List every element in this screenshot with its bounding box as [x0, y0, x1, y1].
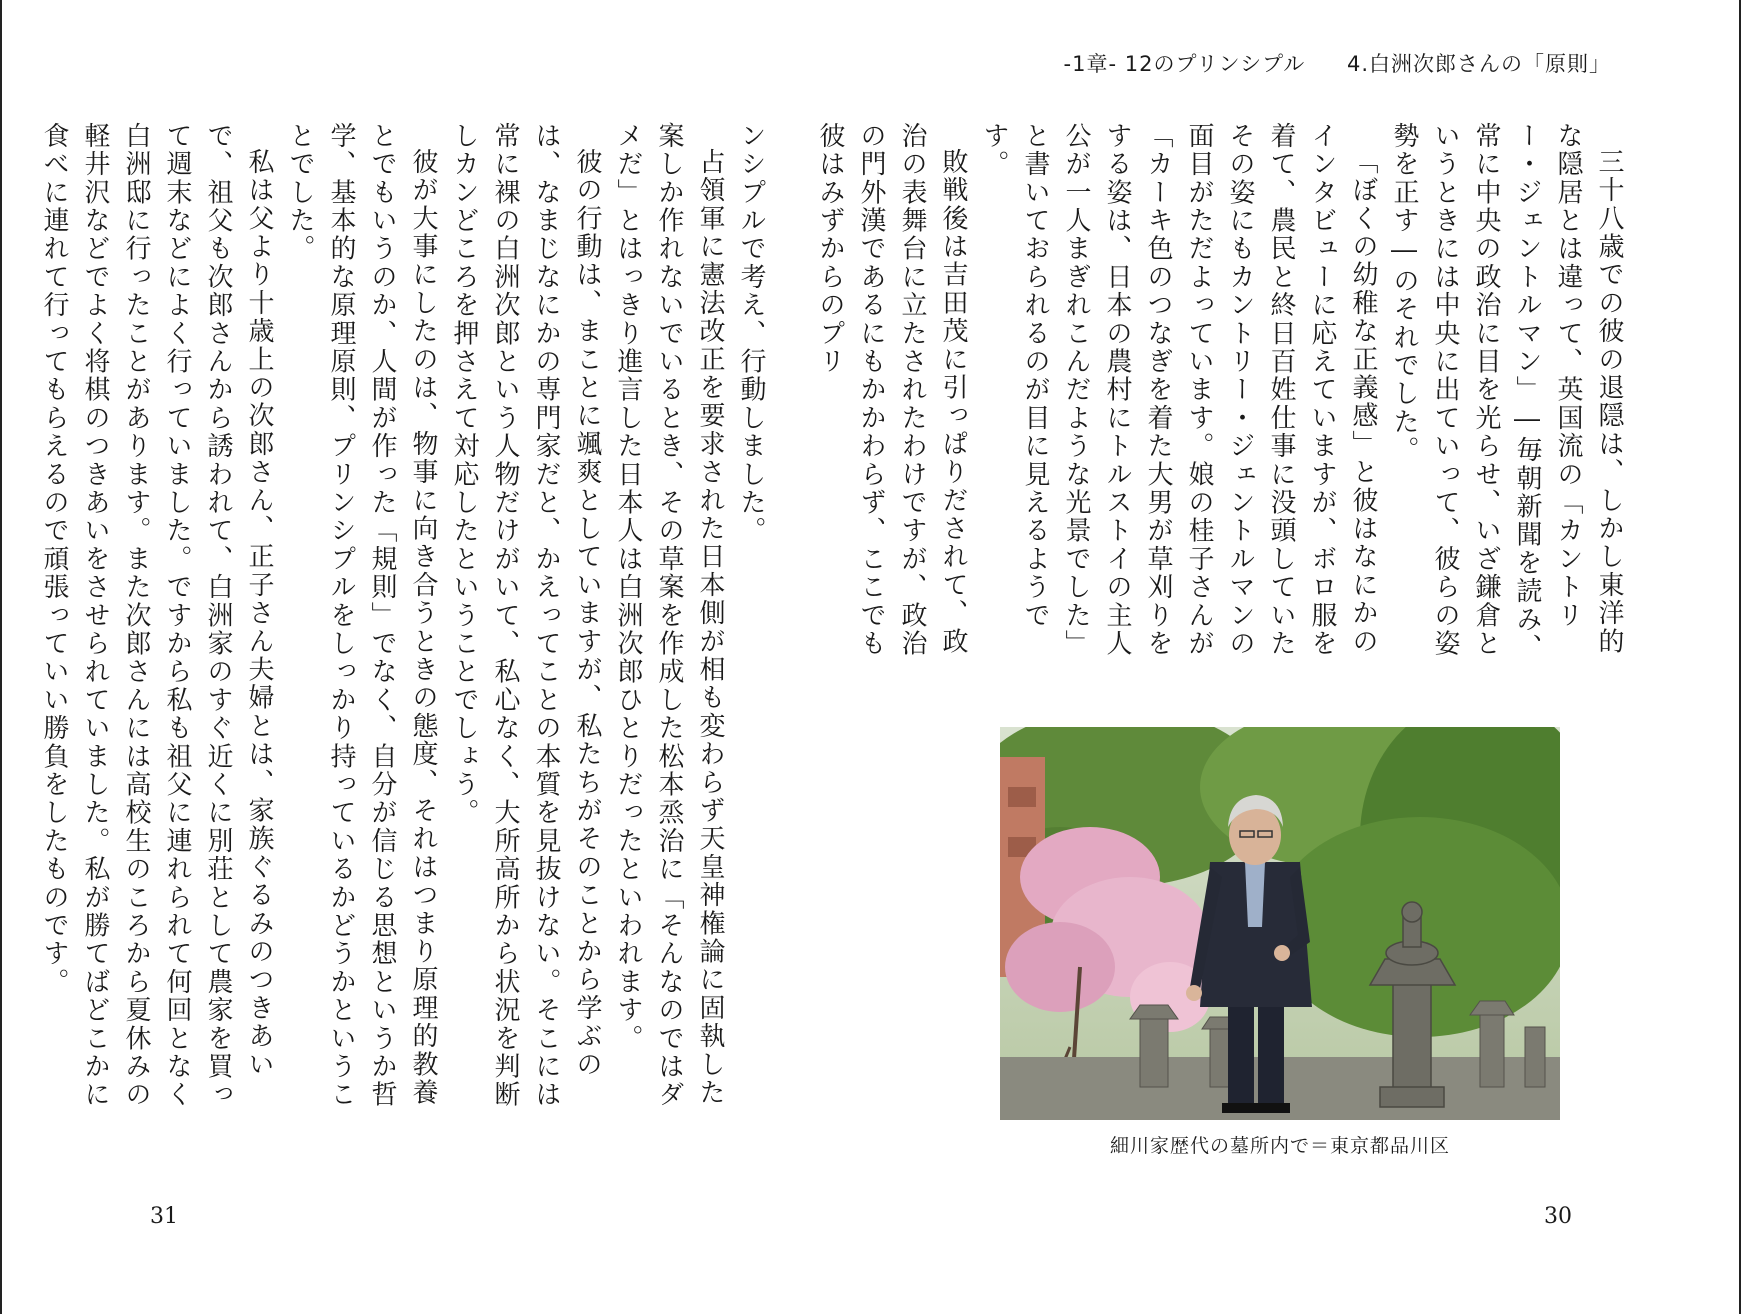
- photo-illustration: [1000, 727, 1560, 1120]
- right-page-body: [809, 122, 1629, 667]
- running-head-section: 4.白洲次郎さんの「原則」: [1346, 52, 1611, 76]
- right-paragraph-2: 「ぼくの幼稚な正義感」と彼はなにかのインタビューに応えていますが、ボロ服を着て、農民と終日百姓仕事に没頭していたその姿にもカントリー・ジェントルマンの面目がただよっています。娘の桂子さんが「カーキ色のつなぎを着た大男が草刈りをする姿は、日本の農村にトルストイの主人公が一人まぎれこんだような光景でした」と書いておられるのが目に見えるようです。: [979, 122, 1378, 658]
- page-number-right: 30: [1544, 1204, 1572, 1229]
- photo-caption: 細川家歴代の墓所内で＝東京都品川区: [1109, 1135, 1450, 1157]
- left-paragraph-2: 占領軍に憲法改正を要求された日本側が相も変わらず天皇神権論に固執した案しか作れないでいるとき、その草案を作成した松本烝治に「そんなのではダメだ」とはっきり進言した日本人は白洲次郎ひとりだったといわれます。: [613, 122, 725, 1109]
- left-paragraph-5: 私は父より十歳上の次郎さん、正子さん夫婦とは、家族ぐるみのつきあいで、祖父も次郎さんから誘われて、白洲家のすぐ近くに別荘として農家を買って週末などによく行っていました。ですから私も祖父に連れられて何回となく白洲邸に行ったことがあります。また次郎さんには高校生のころから夏休みの軽井沢などでよく将棋のつきあいをさせられていました。私が勝てばどこかに食べに連れて行ってもらえるので頑張っていい勝負をしたものです。: [39, 122, 274, 1109]
- left-paragraph-3: 彼の行動は、まことに颯爽としていますが、私たちがそのことから学ぶのは、なまじなにかの専門家だと、かえってことの本質を見抜けない。そこには常に裸の白洲次郎という人物だけがいて、私心なく、大所高所から状況を判断しカンどころを押さえて対応したということでしょう。: [449, 122, 602, 1109]
- photo-man-in-cemetery: [1000, 727, 1560, 1120]
- running-head: [1064, 48, 1611, 78]
- page-number-left: 31: [150, 1204, 178, 1229]
- left-page-body: [33, 122, 771, 1134]
- running-head-chapter: -1章- 12のプリンシプル: [1063, 52, 1306, 76]
- right-paragraph-1: 三十八歳での彼の退隠は、しかし東洋的な隠居とは違って、英国流の「カントリー・ジェントルマン」―毎朝新聞を読み、常に中央の政治に目を光らせ、いざ鎌倉というときには中央に出ていって、彼らの姿勢を正す―のそれでした。: [1389, 122, 1624, 662]
- page-edge-left: [0, 0, 2, 1314]
- left-paragraph-4: 彼が大事にしたのは、物事に向き合うときの態度、それはつまり原理的教養とでもいうのか、人間が作った「規則」でなく、自分が信じる思想というか哲学、基本的な原理原則、プリンシプルをしっかり持っているかどうかということでした。: [285, 122, 438, 1109]
- right-paragraph-3: 敗戦後は吉田茂に引っぱりだされて、政治の表舞台に立たされたわけですが、政治の門外漢であるにもかかわらず、ここでも彼はみずからのプリ: [815, 122, 968, 658]
- left-paragraph-1: ンシプルで考え、行動しました。: [736, 122, 766, 545]
